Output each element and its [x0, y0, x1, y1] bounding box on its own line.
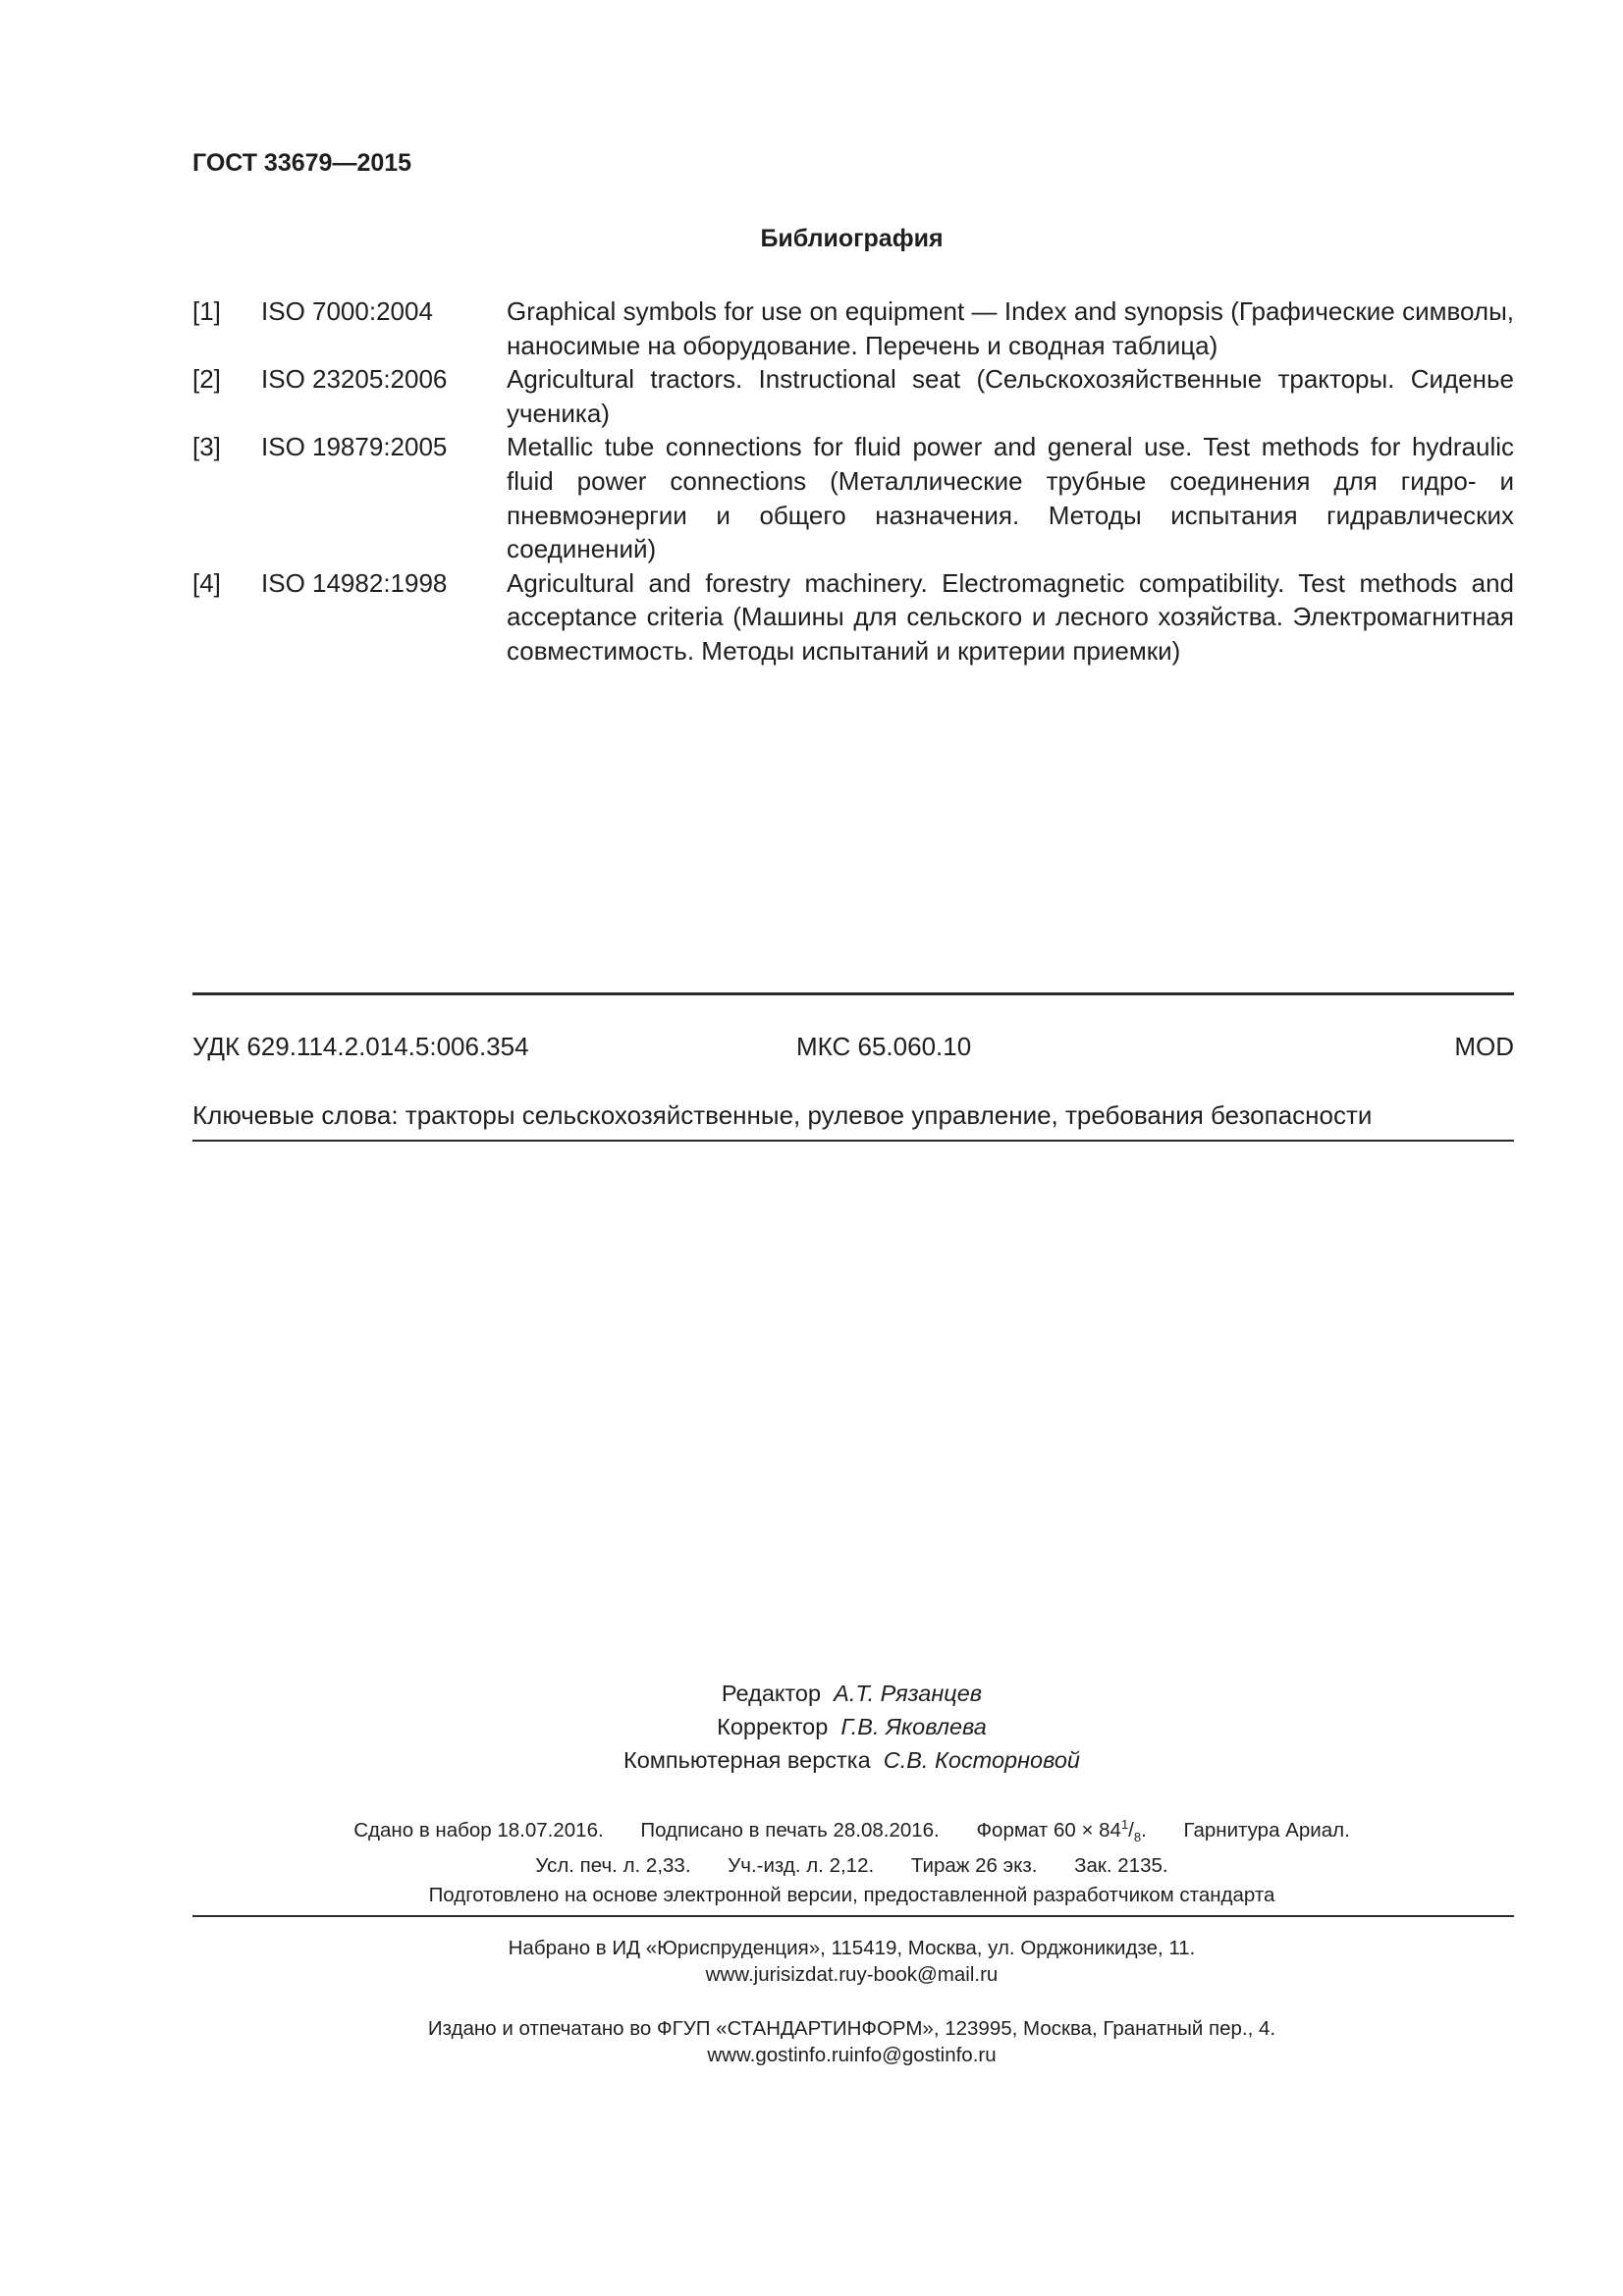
entry-standard: ISO 19879:2005: [261, 432, 448, 462]
typeset-address: Набрано в ИД «Юриспруденция», 115419, Москва, ул. Орджоникидзе, 11.: [508, 1937, 1196, 1959]
order-number: Зак. 2135.: [1074, 1854, 1168, 1878]
keywords: Ключевые слова: тракторы сельскохозяйственные, рулевое управление, требования безопасности: [192, 1100, 1373, 1130]
entry-number: [4]: [192, 567, 221, 598]
entry-description: Graphical symbols for use on equipment — Index and synopsis (Графические символы, наносимые на оборудование. Перечень и сводная таблица): [507, 296, 1514, 360]
layout-label: Компьютерная верстка: [623, 1747, 871, 1773]
entry-description: Agricultural and forestry machinery. Electromagnetic compatibility. Test methods and acceptance criteria (Машины для сельского и лесного хозяйства. Электромагнитная совместимость. Методы испытаний и критерии приемки): [507, 567, 1514, 666]
entry-number: [3]: [192, 432, 221, 462]
signed-date: Подписано в печать 28.08.2016.: [640, 1818, 940, 1842]
keywords-divider: [192, 1140, 1514, 1142]
editor-line: [0, 1677, 1623, 1710]
submitted-date: Сдано в набор 18.07.2016.: [353, 1818, 604, 1842]
mod-label: MOD: [1454, 1032, 1514, 1061]
circulation: Тираж 26 экз.: [910, 1854, 1038, 1878]
corrector-label: Корректор: [717, 1714, 829, 1739]
typeface: Гарнитура Ариал.: [1183, 1818, 1350, 1842]
entry-number: [1]: [192, 296, 221, 326]
typeset-block: [0, 1935, 1623, 1988]
entry-standard: ISO 7000:2004: [261, 296, 433, 326]
typeset-site-link[interactable]: www.jurisizdat.ru: [705, 1963, 857, 1986]
document-code: ГОСТ 33679—2015: [192, 149, 412, 177]
layout-line: [0, 1743, 1623, 1777]
corrector-name: Г.В. Яковлева: [840, 1714, 987, 1739]
printed-contacts: [0, 2042, 1623, 2068]
credits-block: [0, 1677, 1623, 1777]
corrector-line: [0, 1710, 1623, 1743]
paper-format: Формат $60 \times 84^1/_8$.: [976, 1817, 1147, 1844]
imprint-block: [0, 1810, 1623, 1909]
layout-name: С.В. Косторновой: [883, 1747, 1080, 1773]
bibliography-entry: [192, 566, 1514, 668]
classification-row: [192, 1032, 1514, 1062]
bibliography-list: [192, 294, 1514, 668]
imprint-line-1: [0, 1810, 1623, 1851]
bibliography-title: Библиография: [760, 225, 944, 252]
editor-label: Редактор: [721, 1681, 822, 1706]
printed-address: Издано и отпечатано во ФГУП «СТАНДАРТИНФОРМ», 123995, Москва, Гранатный пер., 4.: [427, 2017, 1276, 2040]
imprint-divider: [192, 1915, 1514, 1917]
entry-description: Agricultural tractors. Instructional seat (Сельскохозяйственные тракторы. Сиденье ученика): [507, 364, 1514, 428]
printed-site-link[interactable]: www.gostinfo.ru: [707, 2044, 850, 2066]
publisher-sheets: Уч.-изд. л. 2,12.: [728, 1854, 875, 1878]
top-divider: [192, 992, 1514, 995]
print-sheets: Усл. печ. л. 2,33.: [535, 1854, 691, 1878]
entry-number: [2]: [192, 364, 221, 395]
bibliography-entry: [192, 362, 1514, 430]
entry-standard: ISO 14982:1998: [261, 567, 448, 598]
bibliography-entry: [192, 294, 1514, 362]
entry-description: Metallic tube connections for fluid power and general use. Test methods for hydraulic fluid power connections (Металлические трубные соединения для гидро- и пневмоэнергии и общего назначения. Методы испытания гидравлических соединений): [507, 432, 1514, 564]
mks-code: МКС 65.060.10: [796, 1032, 972, 1061]
udk-code: УДК 629.114.2.014.5:006.354: [192, 1032, 529, 1061]
bibliography-entry: [192, 430, 1514, 565]
prepared-note: Подготовлено на основе электронной версии, предоставленной разработчиком стандарта: [428, 1883, 1275, 1906]
typeset-contacts: [0, 1961, 1623, 1988]
imprint-line-2: [0, 1851, 1623, 1881]
typeset-email-link[interactable]: y-book@mail.ru: [856, 1963, 999, 1986]
printed-block: [0, 2015, 1623, 2068]
printed-email-link[interactable]: info@gostinfo.ru: [849, 2044, 997, 2066]
editor-name: А.Т. Рязанцев: [834, 1681, 983, 1706]
entry-standard: ISO 23205:2006: [261, 364, 448, 395]
